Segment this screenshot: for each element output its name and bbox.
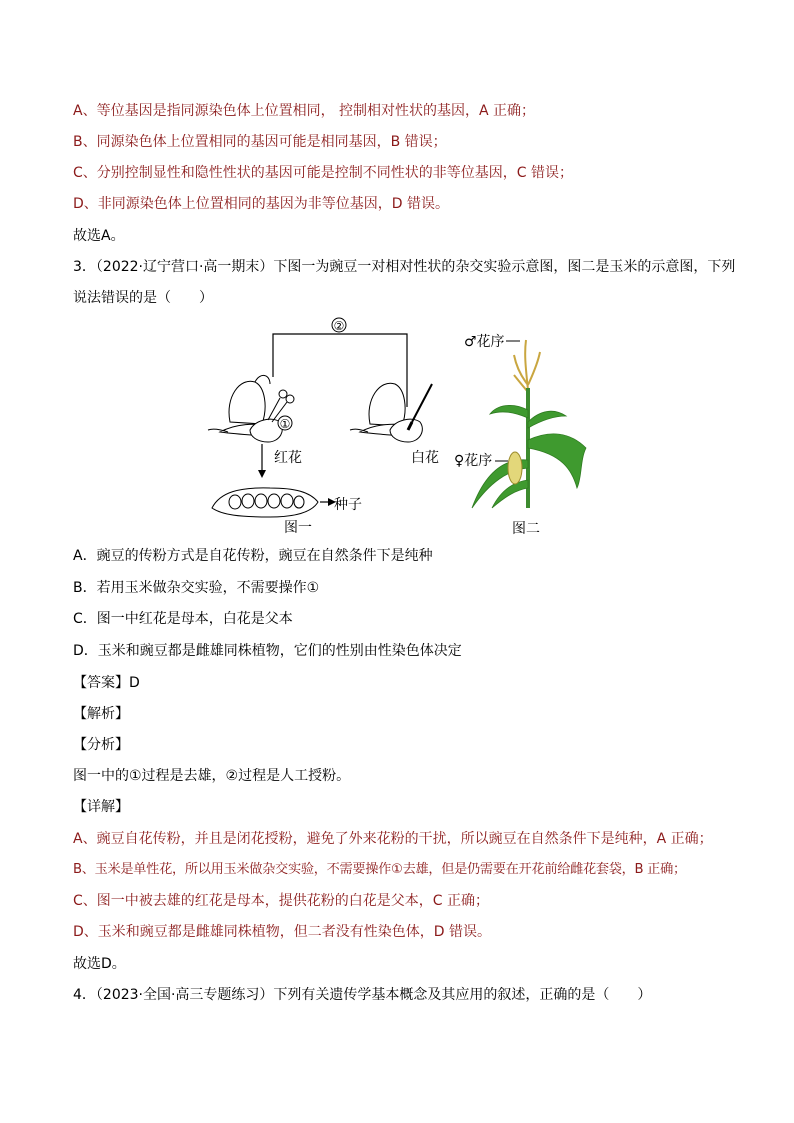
answer-line: 【答案】D xyxy=(73,675,140,691)
question3-conclusion: 故选D。 xyxy=(73,956,126,972)
red-flower-drawing xyxy=(208,375,282,442)
prev-option-c-explanation: C、分别控制显性和隐性性状的基因可能是控制不同性状的非等位基因，C 错误； xyxy=(73,165,573,181)
seed-label: 种子 xyxy=(334,497,362,513)
figure1-caption: 图一 xyxy=(284,520,312,536)
question4-stem: 4．（2023·全国·高三专题练习）下列有关遗传学基本概念及其应用的叙述，正确的是（ ） xyxy=(73,987,652,1003)
prev-option-a-explanation: A、等位基因是指同源染色体上位置相同， 控制相对性状的基因，A 正确； xyxy=(73,103,536,119)
question3-stem-line1: 3．（2022·辽宁营口·高一期末）下图一为豌豆一对相对性状的杂交实验示意图，图二是玉米的示意图，下列 xyxy=(73,259,736,275)
white-flower-label: 白花 xyxy=(411,450,439,466)
corn-ear xyxy=(508,452,522,484)
figure2-caption: 图二 xyxy=(512,521,540,537)
figure2-corn-plant xyxy=(454,330,597,540)
figure1-pea-cross xyxy=(200,312,450,542)
detail-header: 【详解】 xyxy=(73,799,129,815)
female-inflorescence-label: ♀花序 xyxy=(454,453,493,469)
detail-b: B、玉米是单性花，所以用玉米做杂交实验，不需要操作①去雄，但是仍需要在开花前给雌花套袋，B 正确； xyxy=(73,862,686,877)
detail-c: C、图一中被去雄的红花是母本，提供花粉的白花是父本，C 正确； xyxy=(73,893,489,909)
question3-option-d: D．玉米和豌豆都是雌雄同株植物，它们的性别由性染色体决定 xyxy=(73,643,462,659)
detail-a: A、豌豆自花传粉，并且是闭花授粉，避免了外来花粉的干扰，所以豌豆在自然条件下是纯种，A 正确； xyxy=(73,831,713,847)
step2-label: ② xyxy=(333,319,345,333)
arrow-down-head xyxy=(258,470,266,478)
detail-d: D、玉米和豌豆都是雌雄同株植物，但二者没有性染色体，D 错误。 xyxy=(73,924,492,940)
fenxi-text: 图一中的①过程是去雄，②过程是人工授粉。 xyxy=(73,768,351,784)
fenxi-header: 【分析】 xyxy=(73,737,129,753)
prev-option-d-explanation: D、非同源染色体上位置相同的基因为非等位基因，D 错误。 xyxy=(73,196,450,212)
red-flower-label: 红花 xyxy=(274,450,302,466)
analysis-header: 【解析】 xyxy=(73,706,129,722)
prev-option-b-explanation: B、同源染色体上位置相同的基因可能是相同基因，B 错误； xyxy=(73,134,447,150)
question3-option-c: C．图一中红花是母本，白花是父本 xyxy=(73,611,293,627)
question3-option-b: B．若用玉米做杂交实验，不需要操作① xyxy=(73,580,320,596)
male-inflorescence-label: ♂花序 xyxy=(464,334,505,350)
question3-option-a: A．豌豆的传粉方式是自花传粉，豌豆在自然条件下是纯种 xyxy=(73,548,433,564)
step1-label: ① xyxy=(279,417,291,431)
question3-stem-line2: 说法错误的是（ ） xyxy=(73,290,213,306)
prev-conclusion: 故选A。 xyxy=(73,228,125,244)
tassel-drawing xyxy=(514,340,540,392)
white-flower-drawing xyxy=(350,383,422,442)
pea-pod-drawing xyxy=(212,488,318,517)
